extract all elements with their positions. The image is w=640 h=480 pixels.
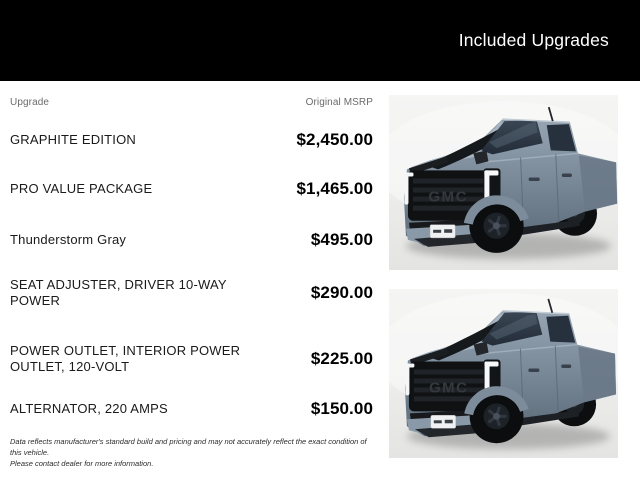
disclaimer-line-2: Please contact dealer for more information. — [10, 459, 154, 468]
upgrade-price: $290.00 — [310, 282, 373, 302]
upgrade-label: Thunderstorm Gray — [10, 232, 127, 248]
column-header-msrp: Original MSRP — [305, 97, 373, 108]
vehicle-photo-top — [389, 95, 618, 270]
truck-illustration — [389, 289, 618, 458]
table-row — [10, 399, 373, 419]
table-row — [10, 179, 373, 199]
header-bar — [0, 0, 640, 81]
upgrade-label: GRAPHITE EDITION — [10, 132, 136, 148]
upgrade-label: POWER OUTLET, INTERIOR POWER OUTLET, 120-VOLT — [10, 343, 241, 374]
page-title: Included Upgrades — [458, 30, 609, 50]
vehicle-photo-bottom — [389, 289, 618, 458]
upgrade-price: $1,465.00 — [296, 179, 373, 198]
upgrade-label: PRO VALUE PACKAGE — [10, 181, 153, 197]
upgrade-price: $150.00 — [310, 399, 373, 418]
column-header-upgrade: Upgrade — [10, 97, 50, 108]
table-row — [10, 343, 373, 374]
upgrade-label: ALTERNATOR, 220 AMPS — [10, 401, 168, 417]
upgrade-price: $2,450.00 — [296, 130, 373, 149]
disclaimer-line-1: Data reflects manufacturer's standard build and pricing and may not accurately reflect the exact condition of this vehicle. — [10, 437, 367, 457]
disclaimer-text — [10, 436, 376, 469]
upgrade-price: $225.00 — [310, 348, 373, 368]
upgrade-price: $495.00 — [310, 230, 373, 249]
table-row — [10, 230, 373, 250]
table-header — [10, 97, 373, 108]
table-row — [10, 130, 373, 150]
upgrade-label: SEAT ADJUSTER, DRIVER 10-WAY POWER — [10, 277, 227, 308]
truck-illustration — [389, 95, 618, 270]
table-row — [10, 277, 373, 308]
